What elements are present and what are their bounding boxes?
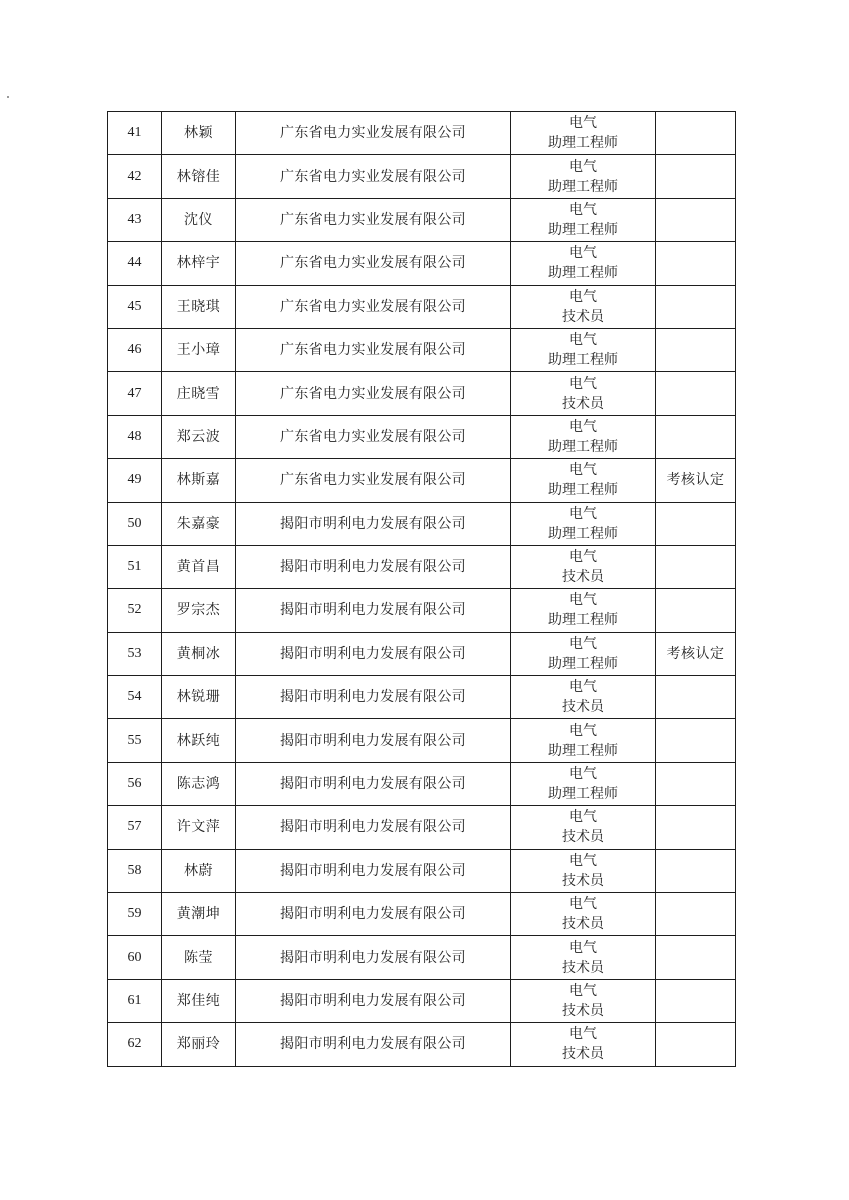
person-name: 庄晓雪 xyxy=(162,372,236,415)
major-text: 电气 xyxy=(569,245,597,262)
remark xyxy=(656,372,736,415)
major-text: 电气 xyxy=(569,592,597,609)
table-row xyxy=(108,328,736,371)
title-text: 助理工程师 xyxy=(548,352,618,369)
person-name: 黄桐冰 xyxy=(162,632,236,675)
title-text: 助理工程师 xyxy=(548,178,618,195)
person-name: 林蔚 xyxy=(162,849,236,892)
major-title-cell xyxy=(511,372,656,415)
row-number: 55 xyxy=(108,719,162,762)
major-text: 电气 xyxy=(569,505,597,522)
major-text: 电气 xyxy=(569,158,597,175)
company-name: 揭阳市明利电力发展有限公司 xyxy=(236,762,511,805)
title-text: 技术员 xyxy=(562,872,604,889)
major-title-cell xyxy=(511,719,656,762)
title-text: 技术员 xyxy=(562,308,604,325)
table-row xyxy=(108,719,736,762)
person-name: 黄潮坤 xyxy=(162,893,236,936)
person-name: 黄首昌 xyxy=(162,545,236,588)
remark xyxy=(656,242,736,285)
table-row xyxy=(108,589,736,632)
major-text: 电气 xyxy=(569,635,597,652)
company-name: 广东省电力实业发展有限公司 xyxy=(236,112,511,155)
major-title-cell xyxy=(511,806,656,849)
table-row xyxy=(108,849,736,892)
person-name: 陈莹 xyxy=(162,936,236,979)
major-text: 电气 xyxy=(569,766,597,783)
table-row xyxy=(108,979,736,1022)
table-row xyxy=(108,112,736,155)
major-title-cell xyxy=(511,762,656,805)
table-row xyxy=(108,502,736,545)
row-number: 41 xyxy=(108,112,162,155)
title-text: 助理工程师 xyxy=(548,525,618,542)
title-text: 助理工程师 xyxy=(548,742,618,759)
major-text: 电气 xyxy=(569,679,597,696)
person-name: 朱嘉豪 xyxy=(162,502,236,545)
title-text: 技术员 xyxy=(562,699,604,716)
person-name: 沈仪 xyxy=(162,198,236,241)
major-text: 电气 xyxy=(569,722,597,739)
row-number: 49 xyxy=(108,459,162,502)
company-name: 揭阳市明利电力发展有限公司 xyxy=(236,936,511,979)
remark xyxy=(656,806,736,849)
row-number: 48 xyxy=(108,415,162,458)
remark xyxy=(656,849,736,892)
remark xyxy=(656,589,736,632)
company-name: 广东省电力实业发展有限公司 xyxy=(236,285,511,328)
person-name: 郑佳纯 xyxy=(162,979,236,1022)
major-title-cell xyxy=(511,415,656,458)
table-row xyxy=(108,1023,736,1066)
major-text: 电气 xyxy=(569,852,597,869)
major-text: 电气 xyxy=(569,332,597,349)
company-name: 揭阳市明利电力发展有限公司 xyxy=(236,893,511,936)
major-title-cell xyxy=(511,589,656,632)
remark xyxy=(656,328,736,371)
person-name: 陈志鸿 xyxy=(162,762,236,805)
person-name: 王小璋 xyxy=(162,328,236,371)
table-row xyxy=(108,285,736,328)
row-number: 62 xyxy=(108,1023,162,1066)
major-title-cell xyxy=(511,632,656,675)
table-row xyxy=(108,936,736,979)
title-text: 助理工程师 xyxy=(548,655,618,672)
company-name: 揭阳市明利电力发展有限公司 xyxy=(236,849,511,892)
major-text: 电气 xyxy=(569,1026,597,1043)
table-row xyxy=(108,545,736,588)
row-number: 59 xyxy=(108,893,162,936)
major-title-cell xyxy=(511,285,656,328)
table-row xyxy=(108,676,736,719)
table-row xyxy=(108,198,736,241)
remark xyxy=(656,545,736,588)
remark xyxy=(656,198,736,241)
remark xyxy=(656,893,736,936)
remark xyxy=(656,502,736,545)
row-number: 57 xyxy=(108,806,162,849)
table-row xyxy=(108,155,736,198)
person-name: 罗宗杰 xyxy=(162,589,236,632)
major-title-cell xyxy=(511,459,656,502)
remark xyxy=(656,979,736,1022)
remark xyxy=(656,936,736,979)
major-title-cell xyxy=(511,936,656,979)
row-number: 58 xyxy=(108,849,162,892)
row-number: 42 xyxy=(108,155,162,198)
company-name: 广东省电力实业发展有限公司 xyxy=(236,415,511,458)
row-number: 56 xyxy=(108,762,162,805)
title-text: 技术员 xyxy=(562,829,604,846)
table-row xyxy=(108,632,736,675)
row-number: 60 xyxy=(108,936,162,979)
person-name: 林斯嘉 xyxy=(162,459,236,502)
company-name: 揭阳市明利电力发展有限公司 xyxy=(236,1023,511,1066)
major-text: 电气 xyxy=(569,939,597,956)
row-number: 43 xyxy=(108,198,162,241)
major-title-cell xyxy=(511,502,656,545)
person-name: 林锐珊 xyxy=(162,676,236,719)
major-text: 电气 xyxy=(569,115,597,132)
company-name: 广东省电力实业发展有限公司 xyxy=(236,372,511,415)
major-title-cell xyxy=(511,112,656,155)
company-name: 广东省电力实业发展有限公司 xyxy=(236,459,511,502)
major-title-cell xyxy=(511,242,656,285)
company-name: 揭阳市明利电力发展有限公司 xyxy=(236,676,511,719)
company-name: 揭阳市明利电力发展有限公司 xyxy=(236,545,511,588)
table-row xyxy=(108,806,736,849)
remark xyxy=(656,1023,736,1066)
title-text: 技术员 xyxy=(562,569,604,586)
major-title-cell xyxy=(511,545,656,588)
company-name: 广东省电力实业发展有限公司 xyxy=(236,242,511,285)
remark xyxy=(656,285,736,328)
major-title-cell xyxy=(511,893,656,936)
major-title-cell xyxy=(511,849,656,892)
remark xyxy=(656,415,736,458)
remark: 考核认定 xyxy=(656,632,736,675)
company-name: 揭阳市明利电力发展有限公司 xyxy=(236,719,511,762)
title-text: 技术员 xyxy=(562,1046,604,1063)
remark: 考核认定 xyxy=(656,459,736,502)
title-text: 技术员 xyxy=(562,916,604,933)
company-name: 揭阳市明利电力发展有限公司 xyxy=(236,806,511,849)
major-text: 电气 xyxy=(569,375,597,392)
table-row xyxy=(108,893,736,936)
remark xyxy=(656,112,736,155)
row-number: 52 xyxy=(108,589,162,632)
company-name: 揭阳市明利电力发展有限公司 xyxy=(236,589,511,632)
major-text: 电气 xyxy=(569,549,597,566)
major-text: 电气 xyxy=(569,288,597,305)
major-title-cell xyxy=(511,155,656,198)
table-row xyxy=(108,762,736,805)
company-name: 揭阳市明利电力发展有限公司 xyxy=(236,502,511,545)
major-title-cell xyxy=(511,1023,656,1066)
title-text: 助理工程师 xyxy=(548,221,618,238)
person-name: 林跃纯 xyxy=(162,719,236,762)
person-name: 郑丽玲 xyxy=(162,1023,236,1066)
company-name: 揭阳市明利电力发展有限公司 xyxy=(236,632,511,675)
title-text: 助理工程师 xyxy=(548,612,618,629)
remark xyxy=(656,762,736,805)
title-text: 助理工程师 xyxy=(548,482,618,499)
row-number: 45 xyxy=(108,285,162,328)
title-text: 助理工程师 xyxy=(548,438,618,455)
company-name: 揭阳市明利电力发展有限公司 xyxy=(236,979,511,1022)
row-number: 51 xyxy=(108,545,162,588)
major-text: 电气 xyxy=(569,462,597,479)
title-text: 技术员 xyxy=(562,395,604,412)
row-number: 47 xyxy=(108,372,162,415)
person-name: 林颖 xyxy=(162,112,236,155)
table-row xyxy=(108,459,736,502)
major-title-cell xyxy=(511,676,656,719)
major-title-cell xyxy=(511,328,656,371)
table-row xyxy=(108,372,736,415)
major-title-cell xyxy=(511,198,656,241)
row-number: 61 xyxy=(108,979,162,1022)
title-text: 助理工程师 xyxy=(548,786,618,803)
person-name: 林镕佳 xyxy=(162,155,236,198)
person-name: 郑云波 xyxy=(162,415,236,458)
roster-body xyxy=(108,112,736,1067)
remark xyxy=(656,719,736,762)
roster-table xyxy=(107,111,736,1067)
major-text: 电气 xyxy=(569,809,597,826)
row-number: 50 xyxy=(108,502,162,545)
major-text: 电气 xyxy=(569,201,597,218)
company-name: 广东省电力实业发展有限公司 xyxy=(236,198,511,241)
person-name: 林梓宇 xyxy=(162,242,236,285)
title-text: 技术员 xyxy=(562,1003,604,1019)
major-title-cell xyxy=(511,979,656,1022)
row-number: 53 xyxy=(108,632,162,675)
row-number: 44 xyxy=(108,242,162,285)
person-name: 王晓琪 xyxy=(162,285,236,328)
title-text: 技术员 xyxy=(562,959,604,976)
row-number: 54 xyxy=(108,676,162,719)
scan-mark xyxy=(7,96,9,98)
company-name: 广东省电力实业发展有限公司 xyxy=(236,155,511,198)
title-text: 助理工程师 xyxy=(548,135,618,152)
company-name: 广东省电力实业发展有限公司 xyxy=(236,328,511,371)
major-text: 电气 xyxy=(569,896,597,913)
person-name: 许文萍 xyxy=(162,806,236,849)
remark xyxy=(656,676,736,719)
major-text: 电气 xyxy=(569,983,597,999)
table-row xyxy=(108,242,736,285)
table-row xyxy=(108,415,736,458)
remark xyxy=(656,155,736,198)
title-text: 助理工程师 xyxy=(548,265,618,282)
row-number: 46 xyxy=(108,328,162,371)
major-text: 电气 xyxy=(569,418,597,435)
